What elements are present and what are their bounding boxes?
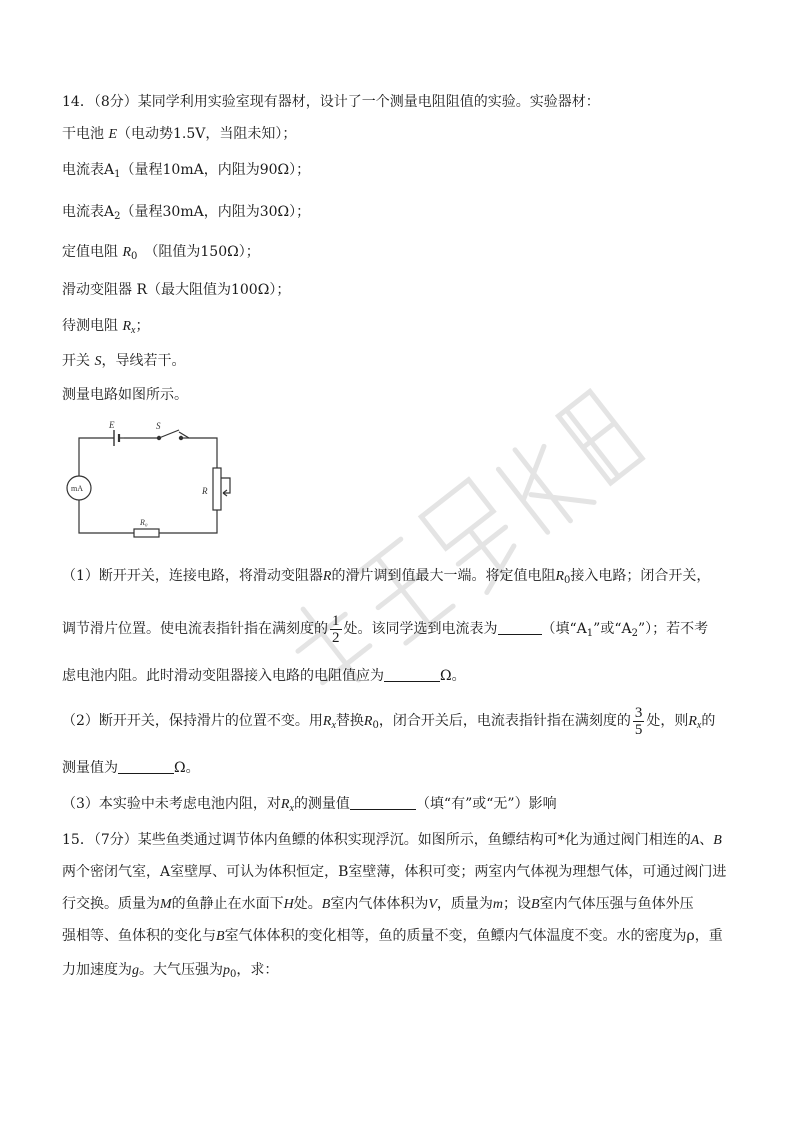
q15-sym-m-big: M [160, 897, 172, 912]
q15-sym-p: p [223, 963, 230, 978]
fixed-resistor-tag: R₀ [140, 518, 148, 527]
q15-line2: 两个密闭气室，A室壁厚、可认为体积恒定，B室壁薄，体积可变；两室内气体视为理想气体，可通过阀门进 [62, 864, 727, 880]
part1-text-c: 接入电路；闭合开关， [570, 568, 711, 584]
battery-desc: （电动势1.5V，当阻未知）； [117, 126, 297, 142]
rx-symbol: R [122, 319, 132, 334]
battery-tag: E [109, 420, 115, 430]
q15-l3-f: ；设 [503, 896, 532, 912]
part3-text-c: （填“有”或“无”）影响 [415, 796, 557, 812]
material-fixed-resistor [62, 242, 260, 263]
switch-blade [159, 430, 179, 438]
part2-text-f: 测量值为 [62, 760, 118, 776]
q15-l3-b: 的鱼静止在水面下 [171, 896, 284, 912]
part3-text-a: （3）本实验中未考虑电池内阻，对 [62, 796, 281, 812]
part1-sub-2: 2 [631, 628, 638, 639]
part2-text-c: ，闭合开关后，电流表指针指在满刻度的 [378, 713, 631, 729]
circuit-diagram [64, 418, 244, 543]
part2-sym-rx2: R [688, 714, 697, 729]
part2-text-b: 替换 [335, 713, 364, 729]
r0-label: 定值电阻 [62, 244, 123, 260]
part2-text-a: （2）断开开关，保持滑片的位置不变。用 [62, 713, 323, 729]
q15-sym-h: H [283, 897, 294, 912]
part1-line3 [62, 666, 466, 686]
part1-line2 [62, 612, 708, 646]
material-ammeter-a2 [62, 202, 310, 222]
answer-blank-rx[interactable] [118, 759, 174, 774]
r0-sub: 0 [131, 251, 138, 262]
fraction-den: 5 [634, 721, 643, 738]
rx-label: 待测电阻 [62, 318, 123, 334]
q15-sub-0: 0 [230, 969, 237, 980]
wire-top-right [179, 432, 217, 468]
q15-sym-g: g [132, 963, 139, 978]
q15-sym-a: A [690, 833, 700, 848]
q15-text-b: 、 [699, 832, 714, 848]
part1-text-b: 的滑片调到值最大一端。将定值电阻 [331, 568, 556, 584]
part1-text-i: 虑电池内阻。此时滑动变阻器接入电路的电阻值应为 [62, 668, 384, 684]
q15-text-a: 15．（7分）某些鱼类通过调节体内鱼鳔的体积实现浮沉。如图所示，鱼鳔结构可*化为通过阀门相连的 [62, 832, 691, 848]
answer-blank-resistance[interactable] [384, 667, 440, 682]
part2-sub-0: 0 [372, 720, 379, 731]
switch-symbol: S [94, 354, 102, 369]
ammeter-tag: mA [71, 484, 83, 493]
answer-blank-ammeter[interactable] [498, 620, 542, 635]
q15-l5-a: 力加速度为 [62, 962, 132, 978]
part1-text-a: （1）断开开关，连接电路，将滑动变阻器 [62, 568, 323, 584]
wire-bottom-left [79, 500, 134, 533]
rx-desc: ； [135, 318, 150, 334]
a2-desc: （量程30mA，内阻为30Ω）； [120, 204, 311, 220]
part1-sym-r: R [322, 569, 332, 584]
part1-sub-r0: 0 [564, 575, 571, 586]
switch-label: 开关 [62, 353, 95, 369]
q15-l4-b: 室气体体积的变化相等，鱼的质量不变，鱼鳔内气体温度不变。水的密度为ρ，重 [224, 928, 723, 944]
material-rheostat: 滑动变阻器 R（最大阻值为100Ω）； [62, 282, 291, 298]
q15-l5-b: 。大气压强为 [139, 962, 223, 978]
switch-tag: S [156, 421, 161, 431]
q15-sym-b: B [713, 833, 722, 848]
part2-sub-x2: x [696, 720, 702, 731]
material-battery [62, 124, 296, 145]
r0-desc: （阻值为150Ω）； [137, 244, 260, 260]
part1-sym-r0: R [555, 569, 565, 584]
fraction-three-fifths [633, 705, 645, 738]
q14-heading: 14．（8分）某同学利用实验室现有器材，设计了一个测量电阻阻值的实验。实验器材： [62, 94, 600, 110]
fraction-num: 3 [634, 704, 643, 721]
wire-bottom-right [159, 510, 217, 533]
part1-sub-1: 1 [586, 628, 594, 639]
rheostat-tag: R [202, 486, 208, 496]
a1-sub: 1 [114, 169, 121, 180]
q15-l4-a: 强相等、鱼体积的变化与 [62, 928, 216, 944]
battery-label: 干电池 [62, 126, 109, 142]
part2-sub-x: x [331, 720, 336, 731]
q15-l3-e: ，质量为 [436, 896, 493, 912]
q15-l5-c: ，求： [236, 962, 279, 978]
part2-sym-r0: R [363, 714, 373, 729]
part3-line [62, 794, 557, 815]
part2-line1 [62, 704, 715, 739]
material-test-resistor [62, 316, 149, 337]
q15-sym-v: V [428, 897, 437, 912]
q15-sym-b2: B [531, 897, 540, 912]
switch-desc: ，导线若干。 [101, 353, 186, 369]
part1-line1 [62, 566, 710, 587]
part3-sym-rx: R [280, 797, 290, 812]
q15-line1 [62, 830, 722, 851]
q15-line3 [62, 894, 694, 915]
part1-text-g: ”或“A [593, 621, 632, 637]
part1-text-d: 调节滑片位置。使电流表指针指在满刻度的 [62, 621, 328, 637]
q15-l3-g: 室内气体压强与鱼体外压 [539, 896, 694, 912]
part2-sym-rx: R [322, 714, 332, 729]
part2-text-g: Ω。 [174, 760, 200, 776]
battery-symbol: E [108, 127, 118, 142]
fixed-resistor-body [134, 529, 159, 537]
q15-sym-m-small: m [492, 897, 504, 912]
rheostat-body [213, 468, 221, 510]
q15-line5 [62, 960, 278, 981]
circuit-intro: 测量电路如图所示。 [62, 387, 188, 403]
part3-text-b: 的测量值 [293, 796, 350, 812]
fraction-den: 2 [332, 629, 340, 646]
rx-sub: x [131, 325, 136, 336]
q15-line4 [62, 926, 723, 947]
part1-text-h: ”）；若不考 [637, 621, 709, 637]
a1-desc: （量程10mA，内阻为90Ω）； [120, 162, 311, 178]
part2-line2 [62, 758, 200, 778]
part1-text-f: （填“A [541, 621, 587, 637]
q15-sym-b3: B [216, 929, 225, 944]
a2-sub: 2 [114, 211, 121, 222]
part1-text-j: Ω。 [440, 668, 466, 684]
material-switch [62, 351, 185, 372]
r0-symbol: R [122, 245, 132, 260]
a2-label: 电流表A [62, 204, 115, 220]
q15-l3-c: 处。 [293, 896, 322, 912]
a1-label: 电流表A [62, 162, 115, 178]
fraction-num: 1 [332, 612, 340, 629]
part2-text-e: 的 [701, 713, 716, 729]
fraction-half [330, 613, 342, 646]
part2-text-d: 处，则 [646, 713, 689, 729]
q15-l3-d: 室内气体体积为 [330, 896, 429, 912]
q15-l3-a: 行交换。质量为 [62, 896, 160, 912]
wire-top-left [79, 438, 114, 476]
material-ammeter-a1 [62, 160, 310, 180]
part1-text-e: 处。该同学选到电流表为 [343, 621, 498, 637]
q15-sym-b1: B [321, 897, 331, 912]
answer-blank-effect[interactable] [350, 795, 416, 810]
part3-sub-x: x [289, 803, 294, 814]
